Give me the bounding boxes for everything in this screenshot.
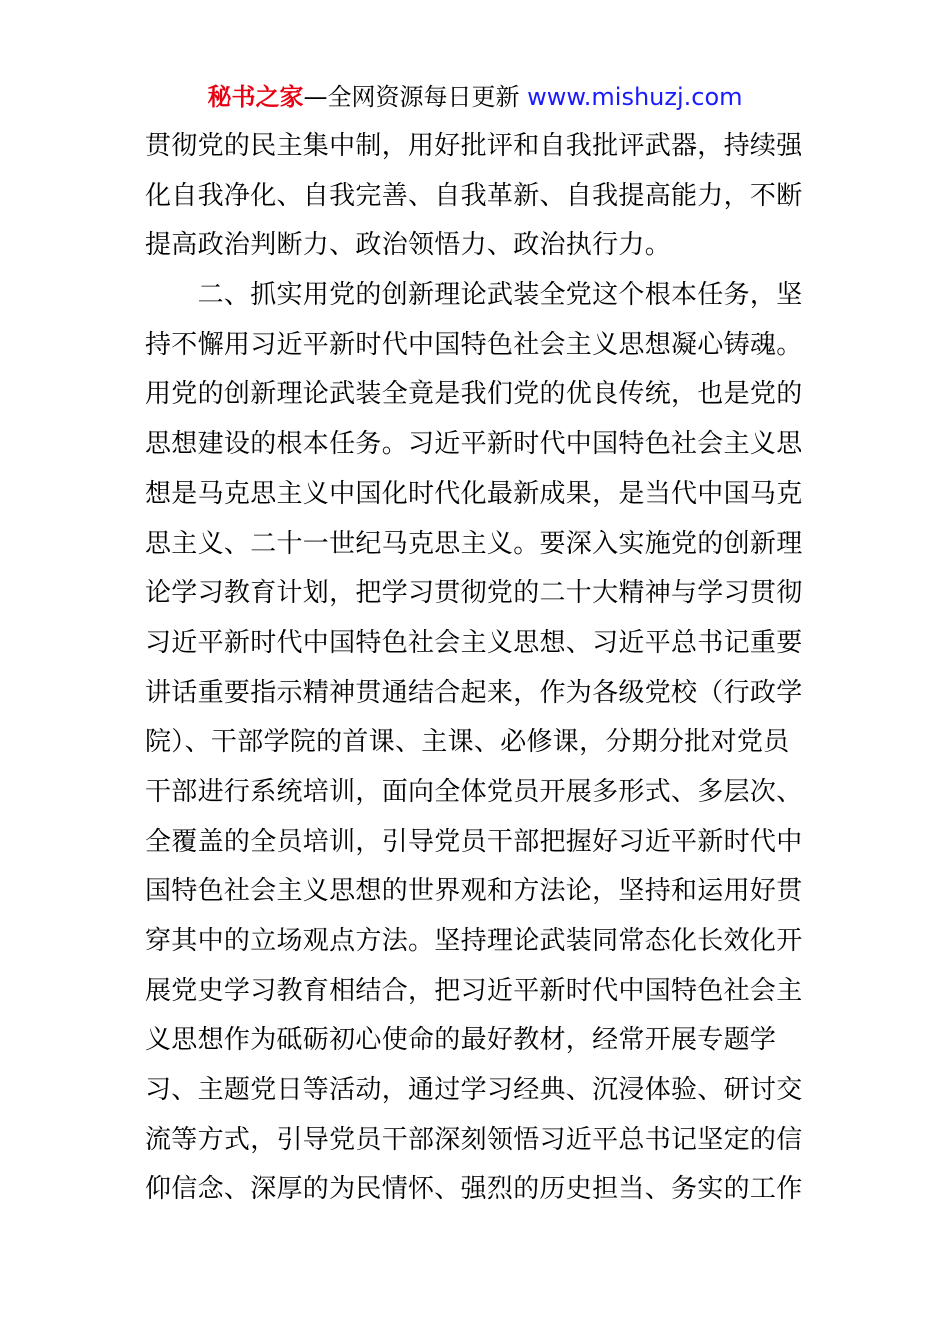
document-body bbox=[145, 122, 815, 1215]
text-line: 流等方式，引导党员干部深刻领悟习近平总书记坚定的信 bbox=[145, 1124, 803, 1155]
text-line: 想是马克思主义中国化时代化最新成果，是当代中国马克 bbox=[145, 478, 803, 509]
text-line: 论学习教育计划，把学习贯彻党的二十大精神与学习贯彻 bbox=[145, 578, 803, 609]
header-tagline: —全网资源每日更新 bbox=[303, 83, 528, 111]
text-line: 习近平新时代中国特色社会主义思想、习近平总书记重要 bbox=[145, 627, 803, 658]
text-line: 贯彻党的民主集中制，用好批评和自我批评武器，持续强 bbox=[145, 131, 803, 161]
brand-name: 秘书之家 bbox=[207, 83, 304, 111]
text-line: 持不懈用习近平新时代中国特色社会主义思想凝心铸魂。 bbox=[145, 329, 803, 360]
text-line: 全覆盖的全员培训，引导党员干部把握好习近平新时代中 bbox=[145, 826, 803, 857]
text-line: 穿其中的立场观点方法。坚持理论武装同常态化长效化开 bbox=[145, 926, 803, 956]
text-line: 用党的创新理论武装全竟是我们党的优良传统，也是党的 bbox=[145, 379, 803, 410]
text-line: 思主义、二十一世纪马克思主义。要深入实施党的创新理 bbox=[145, 528, 803, 559]
text-line: 院）、干部学院的首课、主课、必修课，分期分批对党员 bbox=[145, 727, 790, 758]
text-line: 习、主题党日等活动，通过学习经典、沉浸体验、研讨交 bbox=[145, 1075, 803, 1106]
site-url-link[interactable]: www.mishuzj.com bbox=[527, 83, 743, 111]
text-line: 思想建设的根本任务。习近平新时代中国特色社会主义思 bbox=[145, 429, 803, 460]
text-line: 仰信念、深厚的为民情怀、强烈的历史担当、务实的工作 bbox=[145, 1174, 803, 1205]
text-line: 展党史学习教育相结合，把习近平新时代中国特色社会主 bbox=[145, 975, 803, 1006]
text-line: 国特色社会主义思想的世界观和方法论，坚持和运用好贯 bbox=[145, 876, 803, 907]
text-line: 义思想作为砥砺初心使命的最好教材，经常开展专题学 bbox=[145, 1025, 777, 1056]
text-line: 干部进行系统培训，面向全体党员开展多形式、多层次、 bbox=[145, 776, 803, 807]
text-line: 讲话重要指示精神贯通结合起来，作为各级党校（行政学 bbox=[145, 677, 803, 708]
text-line: 提高政治判断力、政治领悟力、政治执行力。 bbox=[145, 230, 672, 261]
text-line: 二、抓实用党的创新理论武装全党这个根本任务，坚 bbox=[145, 280, 803, 311]
page-header bbox=[0, 80, 950, 114]
text-line: 化自我净化、自我完善、自我革新、自我提高能力，不断 bbox=[145, 180, 803, 211]
